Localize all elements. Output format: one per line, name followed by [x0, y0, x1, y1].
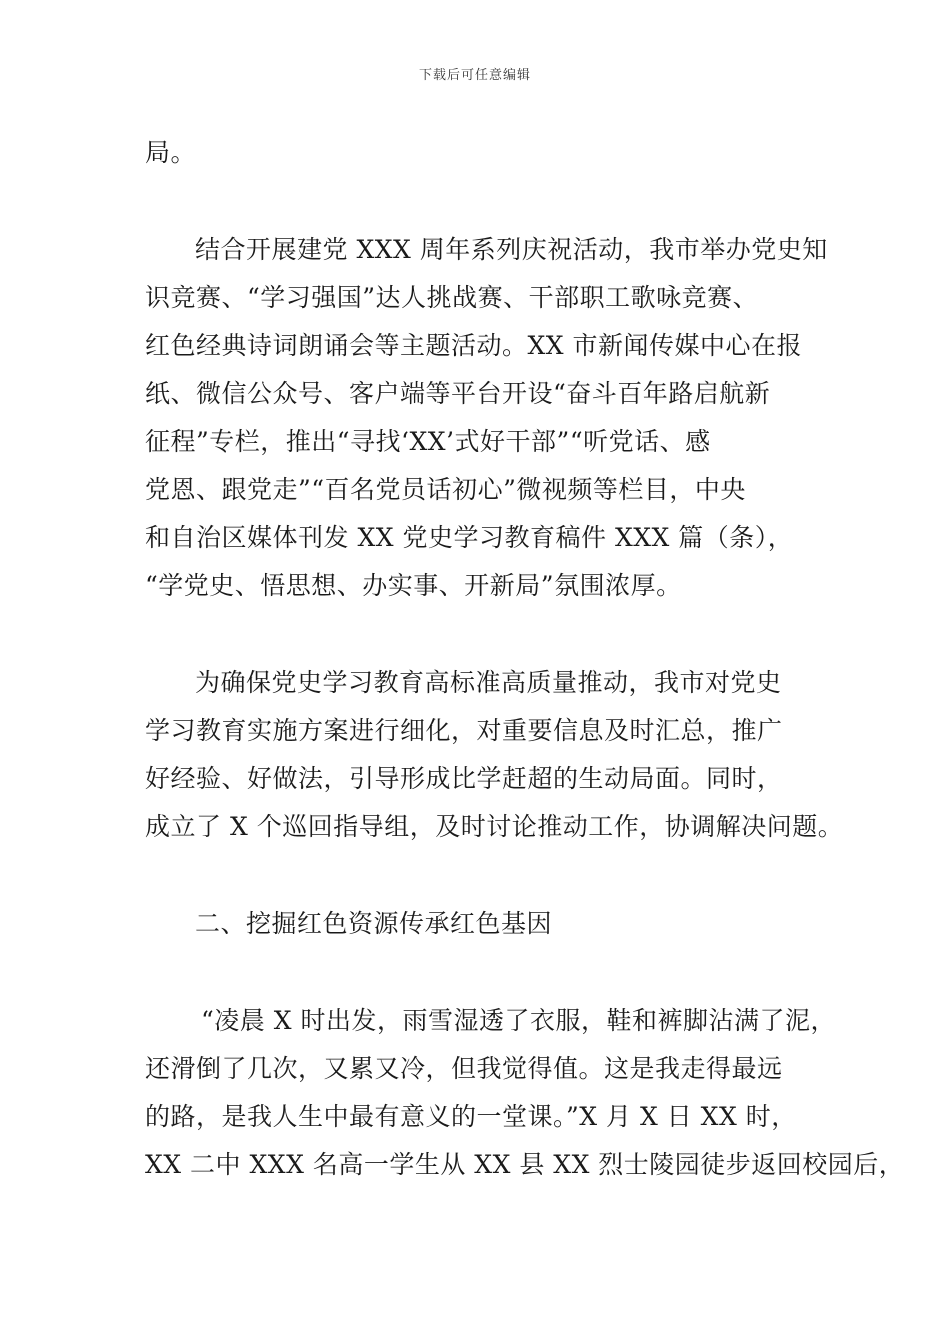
page-header: 下载后可任意编辑: [418, 68, 531, 83]
paragraph-student-quote: [145, 997, 905, 1189]
text-line: 党恩、跟党走”“百名党员话初心”微视频等栏目，中央: [145, 475, 746, 504]
document-body: [145, 129, 905, 1189]
paragraph-implementation: [145, 659, 844, 851]
text-line: 结合开展建党 XXX 周年系列庆祝活动，我市举办党史知: [195, 235, 828, 264]
text-line: “学党史、悟思想、办实事、开新局”氛围浓厚。: [145, 571, 682, 600]
paragraph-continuation: [145, 129, 835, 177]
text-line: 识竞赛、“学习强国”达人挑战赛、干部职工歌咏竞赛、: [145, 283, 759, 312]
text-line: 为确保党史学习教育高标准高质量推动，我市对党史: [195, 668, 782, 697]
text-line: 和自治区媒体刊发 XX 党史学习教育稿件 XXX 篇（条），: [145, 523, 794, 552]
text-line: 局。: [145, 138, 197, 167]
text-line: XX 二中 XXX 名高一学生从 XX 县 XX 烈士陵园徒步返回校园后，: [145, 1150, 905, 1179]
paragraph-celebration-activities: [145, 226, 835, 610]
text-line: 还滑倒了几次，又累又冷，但我觉得值。这是我走得最远: [145, 1054, 783, 1083]
text-line: 好经验、好做法，引导形成比学赶超的生动局面。同时，: [145, 764, 783, 793]
section-heading: [145, 900, 835, 948]
text-line: “凌晨 X 时出发，雨雪湿透了衣服，鞋和裤脚沾满了泥，: [201, 1006, 836, 1035]
text-line: 纸、微信公众号、客户端等平台开设“奋斗百年路启航新: [145, 379, 771, 408]
text-line: 成立了 X 个巡回指导组，及时讨论推动工作，协调解决问题。: [145, 812, 844, 841]
section-heading-text: 二、挖掘红色资源传承红色基因: [195, 909, 553, 938]
text-line: 征程”专栏，推出“寻找‘XX’式好干部”“听党话、感: [145, 427, 711, 456]
text-line: 的路，是我人生中最有意义的一堂课。”X 月 X 日 XX 时，: [145, 1102, 797, 1131]
text-line: 学习教育实施方案进行细化，对重要信息及时汇总，推广: [145, 716, 783, 745]
text-line: 红色经典诗词朗诵会等主题活动。XX 市新闻传媒中心在报: [145, 331, 803, 360]
